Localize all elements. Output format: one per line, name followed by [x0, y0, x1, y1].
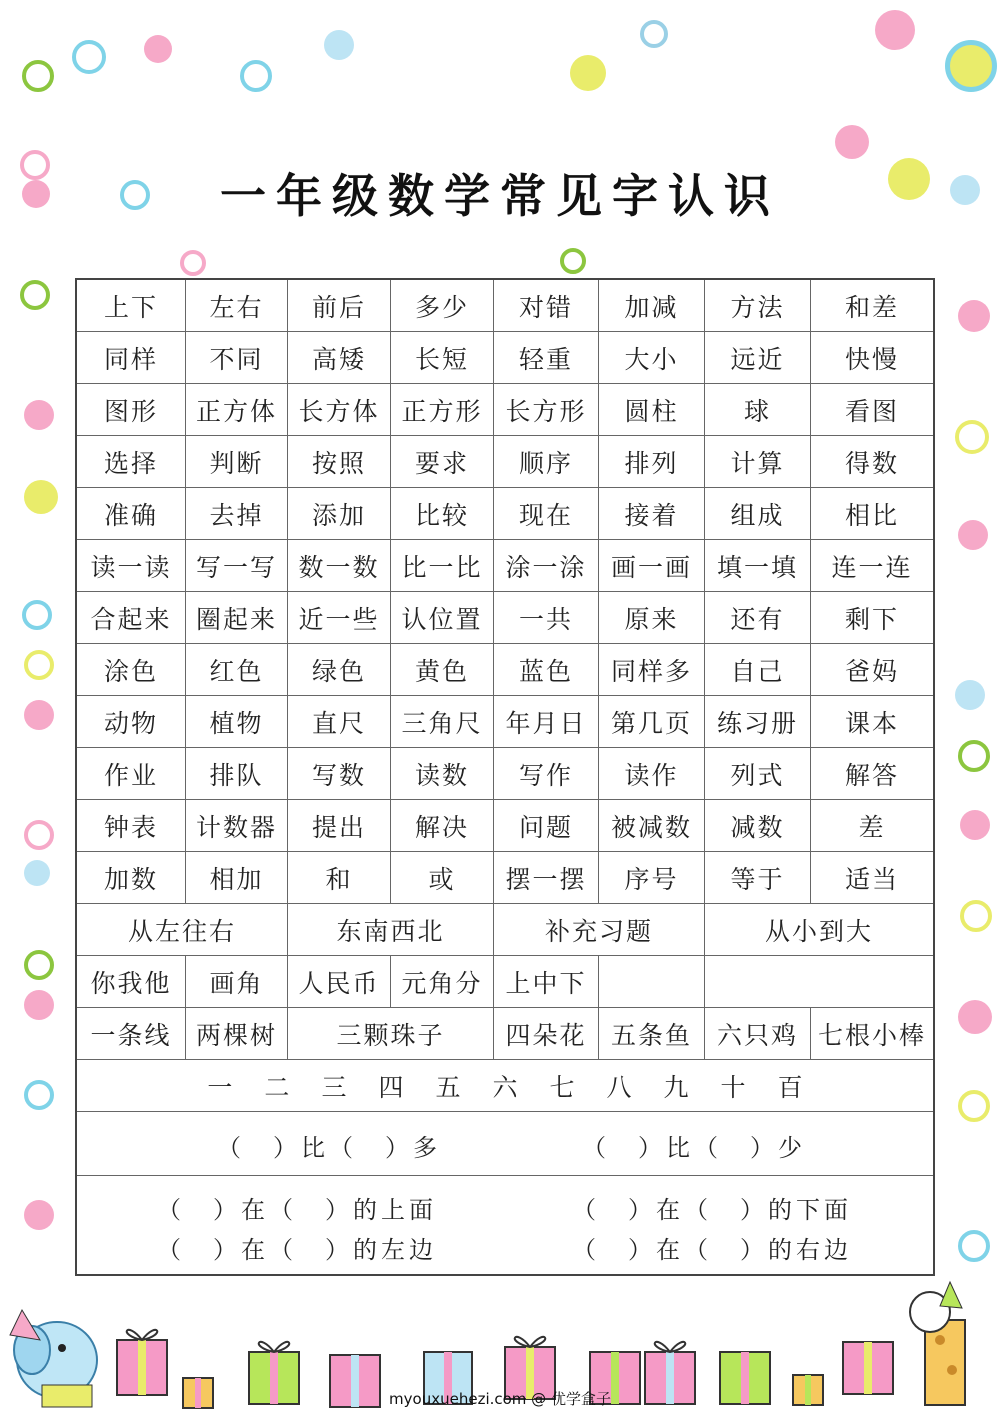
table-cell: 图形: [77, 384, 186, 436]
table-cell: 判断: [186, 436, 288, 488]
table-cell: 你我他: [77, 956, 186, 1008]
table-cell: 得数: [811, 436, 933, 488]
table-cell: 减数: [705, 800, 811, 852]
swirl-decoration: [20, 280, 50, 310]
table-cell: 轻重: [494, 332, 599, 384]
swirl-decoration: [958, 1230, 990, 1262]
flower-decoration: [958, 300, 990, 332]
table-cell: 解决: [391, 800, 494, 852]
table-cell: 红色: [186, 644, 288, 696]
numbers-row: [77, 1060, 933, 1112]
swirl-decoration: [240, 60, 272, 92]
table-cell: 涂色: [77, 644, 186, 696]
flower-decoration: [324, 30, 354, 60]
table-cell: 计算: [705, 436, 811, 488]
swirl-decoration: [22, 60, 54, 92]
table-cell: 一条线: [77, 1008, 186, 1060]
table-cell: 读一读: [77, 540, 186, 592]
table-cell: 上下: [77, 280, 186, 332]
flower-decoration: [958, 1000, 992, 1034]
table-cell: 三颗珠子: [288, 1008, 494, 1060]
table-cell: 合起来: [77, 592, 186, 644]
table-cell: 相比: [811, 488, 933, 540]
flower-decoration: [960, 810, 990, 840]
position-left-phrase: （ ）在（ ）的左边: [157, 1236, 437, 1264]
table-cell: 问题: [494, 800, 599, 852]
flower-decoration: [24, 400, 54, 430]
flower-decoration: [24, 480, 58, 514]
flower-decoration: [24, 1200, 54, 1230]
compare-row: [77, 1112, 933, 1176]
table-cell: 差: [811, 800, 933, 852]
table-cell: 或: [391, 852, 494, 904]
table-cell: 添加: [288, 488, 391, 540]
table-cell: 长方形: [494, 384, 599, 436]
table-cell: 和差: [811, 280, 933, 332]
table-cell: 列式: [705, 748, 811, 800]
table-cell: 剩下: [811, 592, 933, 644]
flower-decoration: [958, 520, 988, 550]
table-cell: 写数: [288, 748, 391, 800]
table-cell: 适当: [811, 852, 933, 904]
table-cell: 组成: [705, 488, 811, 540]
table-cell: 四朵花: [494, 1008, 599, 1060]
table-cell: 练习册: [705, 696, 811, 748]
numeral-1: 一: [207, 1072, 233, 1102]
swirl-decoration: [640, 20, 668, 48]
table-cell: 第几页: [599, 696, 705, 748]
swirl-decoration: [24, 1080, 54, 1110]
table-cell: 七根小棒: [811, 1008, 933, 1060]
table-cell: 钟表: [77, 800, 186, 852]
table-cell: [705, 956, 933, 1008]
table-cell: 画一画: [599, 540, 705, 592]
table-cell: 写作: [494, 748, 599, 800]
table-cell: 方法: [705, 280, 811, 332]
table-cell: 排队: [186, 748, 288, 800]
table-cell: 和: [288, 852, 391, 904]
table-cell: 一共: [494, 592, 599, 644]
table-cell: 画角: [186, 956, 288, 1008]
table-cell: 元角分: [391, 956, 494, 1008]
numeral-7: 七: [549, 1072, 575, 1102]
table-cell: 写一写: [186, 540, 288, 592]
table-cell: 五条鱼: [599, 1008, 705, 1060]
flower-decoration: [24, 990, 54, 1020]
table-cell: 顺序: [494, 436, 599, 488]
flower-decoration: [144, 35, 172, 63]
table-cell: 相加: [186, 852, 288, 904]
page-title: 一年级数学常见字认识: [220, 169, 780, 223]
table-cell: 人民币: [288, 956, 391, 1008]
numeral-8: 八: [606, 1072, 632, 1102]
flower-decoration: [24, 860, 50, 886]
table-cell: 序号: [599, 852, 705, 904]
flower-decoration: [945, 40, 997, 92]
table-cell: 解答: [811, 748, 933, 800]
flower-decoration: [570, 55, 606, 91]
table-cell: 被减数: [599, 800, 705, 852]
swirl-decoration: [72, 40, 106, 74]
table-cell: 数一数: [288, 540, 391, 592]
table-cell: 按照: [288, 436, 391, 488]
compare-less-phrase: （ ）比（ ）少: [582, 1134, 806, 1162]
table-cell: 东南西北: [288, 904, 494, 956]
swirl-decoration: [958, 1090, 990, 1122]
table-cell: 连一连: [811, 540, 933, 592]
compare-more-phrase: （ ）比（ ）多: [217, 1134, 441, 1162]
table-cell: 排列: [599, 436, 705, 488]
table-cell: 现在: [494, 488, 599, 540]
footer-watermark: myouxuehezi.com @ 优学盒子: [389, 1390, 611, 1408]
position-right-phrase: （ ）在（ ）的右边: [572, 1236, 852, 1264]
swirl-decoration: [22, 600, 52, 630]
table-cell: 从左往右: [77, 904, 288, 956]
table-cell: 比较: [391, 488, 494, 540]
table-cell: 年月日: [494, 696, 599, 748]
table-cell: 正方形: [391, 384, 494, 436]
table-cell: 加减: [599, 280, 705, 332]
vocabulary-table: [75, 278, 935, 1276]
table-cell: 直尺: [288, 696, 391, 748]
numeral-3: 三: [321, 1072, 347, 1102]
table-cell: 补充习题: [494, 904, 705, 956]
table-cell: 圈起来: [186, 592, 288, 644]
table-cell: 远近: [705, 332, 811, 384]
table-cell: 六只鸡: [705, 1008, 811, 1060]
table-cell: 作业: [77, 748, 186, 800]
table-cell: 同样: [77, 332, 186, 384]
flower-decoration: [955, 680, 985, 710]
table-cell: 上中下: [494, 956, 599, 1008]
numeral-10: 十: [720, 1072, 746, 1102]
table-cell: 读作: [599, 748, 705, 800]
table-cell: 课本: [811, 696, 933, 748]
table-cell: 涂一涂: [494, 540, 599, 592]
table-cell: 前后: [288, 280, 391, 332]
table-cell: 蓝色: [494, 644, 599, 696]
swirl-decoration: [960, 900, 992, 932]
table-cell: 三角尺: [391, 696, 494, 748]
table-cell: 多少: [391, 280, 494, 332]
table-cell: 快慢: [811, 332, 933, 384]
table-cell: 准确: [77, 488, 186, 540]
swirl-decoration: [24, 650, 54, 680]
table-cell: 原来: [599, 592, 705, 644]
table-cell: 提出: [288, 800, 391, 852]
position-below-phrase: （ ）在（ ）的下面: [572, 1196, 852, 1224]
swirl-decoration: [560, 248, 586, 274]
table-cell: 大小: [599, 332, 705, 384]
table-cell: 左右: [186, 280, 288, 332]
numeral-4: 四: [378, 1072, 404, 1102]
table-cell: 正方体: [186, 384, 288, 436]
table-cell: 绿色: [288, 644, 391, 696]
table-cell: 去掉: [186, 488, 288, 540]
swirl-decoration: [955, 420, 989, 454]
table-cell: 选择: [77, 436, 186, 488]
table-cell: 爸妈: [811, 644, 933, 696]
table-cell: 读数: [391, 748, 494, 800]
table-cell: 看图: [811, 384, 933, 436]
table-cell: 两棵树: [186, 1008, 288, 1060]
table-cell: 还有: [705, 592, 811, 644]
table-cell: 高矮: [288, 332, 391, 384]
table-cell: 黄色: [391, 644, 494, 696]
numeral-5: 五: [435, 1072, 461, 1102]
swirl-decoration: [958, 740, 990, 772]
table-cell: 动物: [77, 696, 186, 748]
table-cell: 长方体: [288, 384, 391, 436]
flower-decoration: [24, 700, 54, 730]
table-cell: 对错: [494, 280, 599, 332]
table-cell: 接着: [599, 488, 705, 540]
flower-decoration: [835, 125, 869, 159]
swirl-decoration: [24, 950, 54, 980]
table-cell: 填一填: [705, 540, 811, 592]
table-cell: 等于: [705, 852, 811, 904]
swirl-decoration: [180, 250, 206, 276]
numeral-9: 九: [663, 1072, 689, 1102]
table-cell: 摆一摆: [494, 852, 599, 904]
table-cell: 同样多: [599, 644, 705, 696]
position-row: [77, 1176, 933, 1276]
table-cell: 比一比: [391, 540, 494, 592]
table-cell: 计数器: [186, 800, 288, 852]
table-cell: 自己: [705, 644, 811, 696]
swirl-decoration: [24, 820, 54, 850]
numeral-6: 六: [492, 1072, 518, 1102]
table-cell: 近一些: [288, 592, 391, 644]
table-cell: 长短: [391, 332, 494, 384]
table-cell: 圆柱: [599, 384, 705, 436]
numeral-2: 二: [264, 1072, 290, 1102]
table-cell: 认位置: [391, 592, 494, 644]
table-cell: [599, 956, 705, 1008]
table-cell: 不同: [186, 332, 288, 384]
position-above-phrase: （ ）在（ ）的上面: [157, 1196, 437, 1224]
table-cell: 植物: [186, 696, 288, 748]
numeral-11: 百: [777, 1072, 803, 1102]
table-cell: 从小到大: [705, 904, 933, 956]
table-cell: 要求: [391, 436, 494, 488]
table-cell: 加数: [77, 852, 186, 904]
table-cell: 球: [705, 384, 811, 436]
flower-decoration: [875, 10, 915, 50]
